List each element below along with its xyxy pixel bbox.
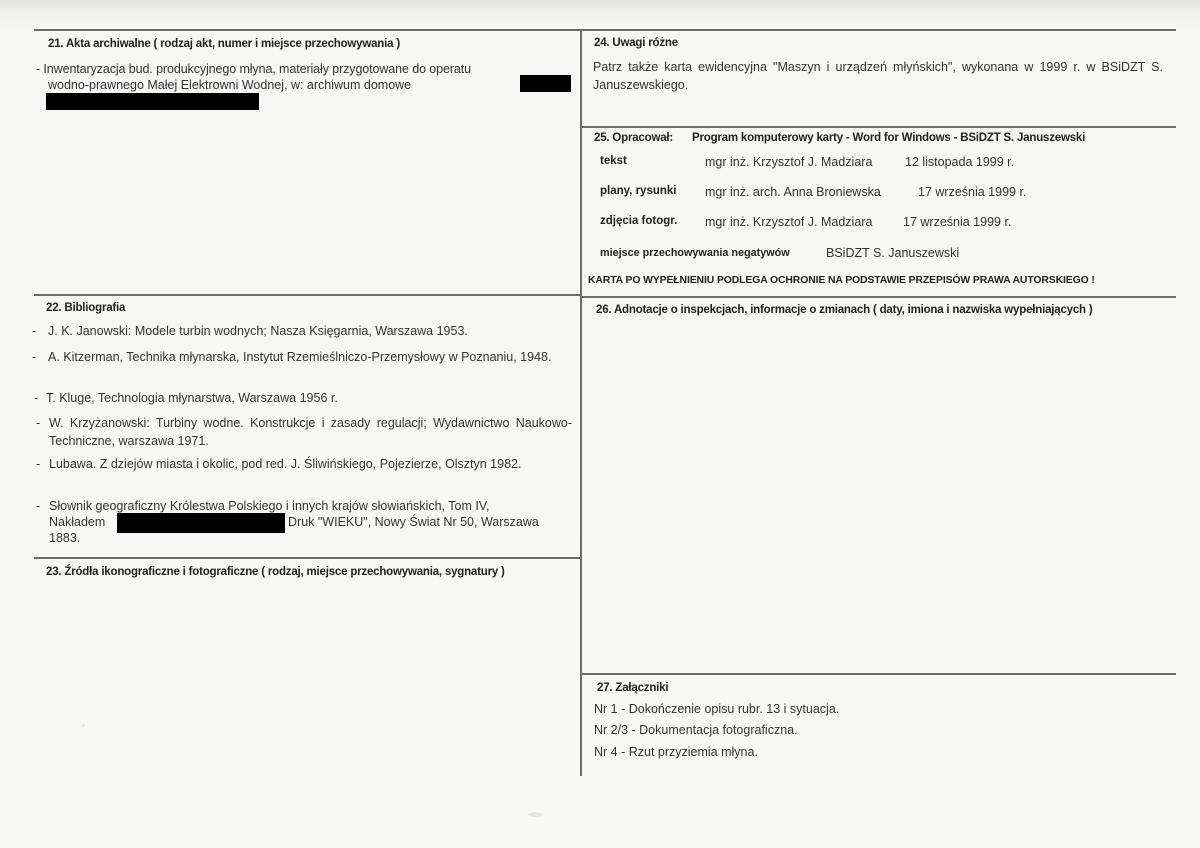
- list-dash: -: [36, 499, 41, 513]
- row-date: 12 listopada 1999 r.: [905, 155, 1015, 169]
- bibliography-item: [36, 455, 572, 473]
- section-25-program: Program komputerowy karty - Word for Windows - BSiDZT S. Januszewski: [692, 132, 1086, 144]
- row-date: 17 września 1999 r.: [918, 185, 1027, 199]
- row-author: mgr inż. arch. Anna Broniewska: [705, 185, 881, 199]
- section-23-title: 23. Źródła ikonograficzne i fotograficzne ( rodzaj, miejsce przechowywania, sygnatury ): [46, 566, 505, 578]
- bibliography-last-line-3: 1883.: [49, 531, 81, 545]
- bibliography-last-line-2b: Druk "WIEKU", Nowy Świat Nr 50, Warszawa: [288, 515, 539, 529]
- attachment-item: Nr 4 - Rzut przyziemia młyna.: [594, 745, 758, 759]
- scan-speck: [528, 812, 542, 817]
- list-dash: -: [34, 391, 39, 405]
- negatives-label: miejsce przechowywania negatywów: [600, 247, 790, 259]
- attachment-item: Nr 1 - Dokończenie opisu rubr. 13 i sytuacja.: [594, 702, 840, 716]
- top-border: [34, 29, 1176, 31]
- list-dash: -: [36, 416, 41, 430]
- row-author: mgr inż. Krzysztof J. Madziara: [705, 155, 873, 169]
- bibliography-item: [34, 389, 574, 407]
- redaction-box: [46, 93, 259, 110]
- redaction-box: [117, 513, 285, 533]
- list-dash: -: [36, 457, 41, 471]
- scan-speck: [82, 724, 85, 727]
- bibliography-item-text: Lubawa. Z dziejów miasta i okolic, pod red. J. Śliwińskiego, Pojezierze, Olsztyn 1982.: [49, 457, 522, 471]
- row-label-plans: plany, rysunki: [600, 185, 677, 197]
- section-21-title: 21. Akta archiwalne ( rodzaj akt, numer i miejsce przechowywania ): [48, 38, 400, 50]
- list-dash: -: [32, 350, 37, 364]
- copyright-notice: KARTA PO WYPEŁNIENIU PODLEGA OCHRONIE NA PODSTAWIE PRZEPISÓW PRAWA AUTORSKIEGO !: [588, 275, 1095, 286]
- section-22-title: 22. Bibliografia: [46, 302, 126, 314]
- divider-24-25: [582, 126, 1176, 128]
- row-label-photos: zdjęcia fotogr.: [600, 215, 678, 227]
- section-21-line-1: - Inwentaryzacja bud. produkcyjnego młyna, materiały przygotowane do operatu: [36, 62, 472, 76]
- row-label-text: tekst: [600, 155, 627, 167]
- bibliography-item-text: A. Kitzerman, Technika młynarska, Instytut Rzemieślniczo-Przemysłowy w Poznaniu, 1948.: [48, 350, 552, 364]
- redaction-box: [520, 75, 571, 92]
- section-21-line-2: wodno-prawnego Małej Elektrowni Wodnej, w: archiwum domowe: [48, 78, 412, 92]
- divider-25-26: [582, 296, 1176, 298]
- section-25-title: 25. Opracował:: [594, 132, 674, 144]
- negatives-value: BSiDZT S. Januszewski: [826, 246, 960, 260]
- bibliography-item-text: W. Krzyżanowski: Turbiny wodne. Konstrukcje i zasady regulacji; Wydawnictwo Naukowo-Techniczne, warszawa 1971.: [49, 416, 572, 448]
- divider-21-22: [34, 294, 580, 296]
- bibliography-item-text: J. K. Janowski: Modele turbin wodnych; Nasza Księgarnia, Warszawa 1953.: [48, 324, 468, 338]
- bibliography-last-line-1: Słownik geograficzny Królestwa Polskiego i innych krajów słowiańskich, Tom IV,: [49, 499, 490, 513]
- bibliography-item: [36, 414, 572, 450]
- bibliography-item-text: T. Kluge, Technologia młynarstwa, Warszawa 1956 r.: [46, 391, 338, 405]
- bibliography-item: [32, 348, 572, 366]
- center-divider: [580, 29, 582, 776]
- section-24-title: 24. Uwagi różne: [594, 37, 678, 49]
- divider-26-27: [582, 673, 1176, 675]
- row-date: 17 września 1999 r.: [903, 215, 1012, 229]
- divider-22-23: [34, 557, 580, 559]
- attachment-item: Nr 2/3 - Dokumentacja fotograficzna.: [594, 723, 798, 737]
- section-27-title: 27. Załączniki: [597, 682, 669, 694]
- row-author: mgr inż. Krzysztof J. Madziara: [705, 215, 873, 229]
- list-dash: -: [32, 324, 37, 338]
- section-26-title: 26. Adnotacje o inspekcjach, informacje o zmianach ( daty, imiona i nazwiska wypełniających ): [596, 304, 1093, 316]
- section-24-text: Patrz także karta ewidencyjna "Maszyn i urządzeń młyńskich", wykonana w 1999 r. w BSiDZT S. Januszewskiego.: [593, 60, 1163, 92]
- bibliography-item: [32, 322, 572, 340]
- bibliography-last-line-2a: Nakładem: [49, 515, 106, 529]
